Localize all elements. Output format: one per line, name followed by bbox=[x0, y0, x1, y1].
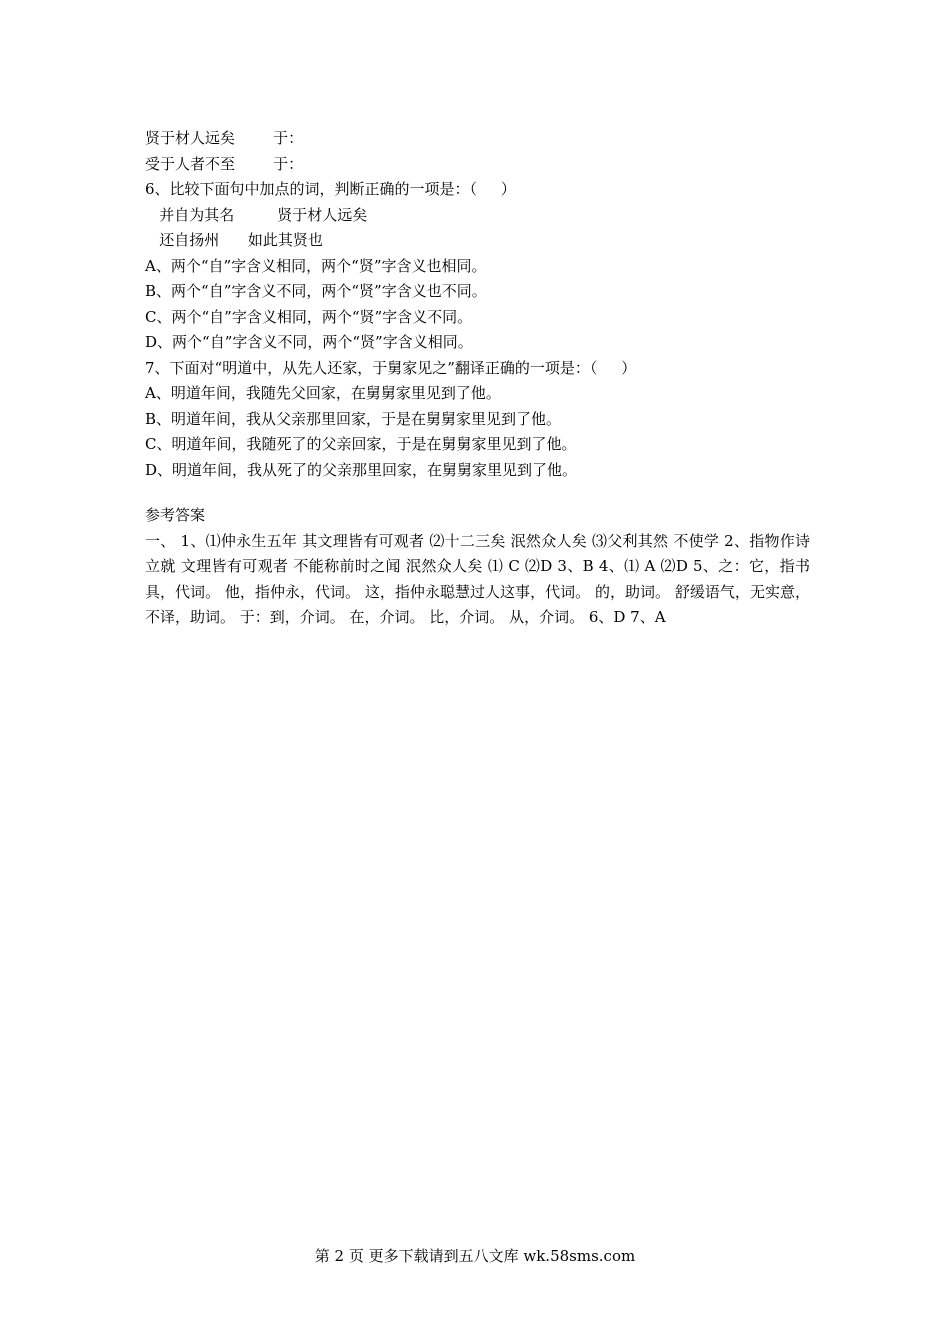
option-d: D、明道年间，我从死了的父亲那里回家，在舅舅家里见到了他。 bbox=[145, 460, 578, 479]
answers-heading: 参考答案 bbox=[145, 506, 206, 524]
option-b: B、明道年间，我从父亲那里回家，于是在舅舅家里见到了他。 bbox=[145, 409, 562, 428]
text-line: 受于人者不至 于： bbox=[145, 154, 304, 173]
answers-body: 一、 1、⑴仲永生五年 其文理皆有可观者 ⑵十二三矣 泯然众人矣 ⑶父利其然 不使学 2、指物作诗立就 文理皆有可观者 不能称前时之闻 泯然众人矣 ⑴ C ⑵D 3、B 4、⑴ A ⑵D 5、之：它，指书具，代词。 他，指仲永，代词。 这，指仲永聪慧过人这事，代词。 的，助词。 舒缓语气，无实意，不译，助词。 于：到，介词。 在，介词。 比，介词。 从，介词。 6、D 7、A bbox=[145, 531, 810, 626]
option-c: C、两个“自”字含义相同，两个“贤”字含义不同。 bbox=[145, 307, 473, 326]
option-d: D、两个“自”字含义不同，两个“贤”字含义相同。 bbox=[145, 333, 473, 351]
option-a: A、两个“自”字含义相同，两个“贤”字含义也相同。 bbox=[145, 256, 487, 275]
option-c: C、明道年间，我随死了的父亲回家，于是在舅舅家里见到了他。 bbox=[145, 435, 577, 453]
text-line: 并自为其名 贤于材人远矣 bbox=[145, 205, 368, 224]
text-line: 贤于材人远矣 于： bbox=[145, 129, 304, 147]
question-6: 6、比较下面句中加点的词，判断正确的一项是：（ ） bbox=[145, 180, 516, 198]
page-footer: 第 2 页 更多下载请到五八文库 wk.58sms.com bbox=[314, 1247, 636, 1265]
option-b: B、两个“自”字含义不同，两个“贤”字含义也不同。 bbox=[145, 282, 487, 300]
spacer bbox=[145, 483, 810, 503]
question-7: 7、下面对“明道中，从先人还家，于舅家见之”翻译正确的一项是：（ ） bbox=[145, 358, 637, 377]
document-body bbox=[145, 126, 810, 631]
text-line: 还自扬州 如此其贤也 bbox=[145, 231, 323, 249]
option-a: A、明道年间，我随先父回家，在舅舅家里见到了他。 bbox=[145, 384, 501, 402]
